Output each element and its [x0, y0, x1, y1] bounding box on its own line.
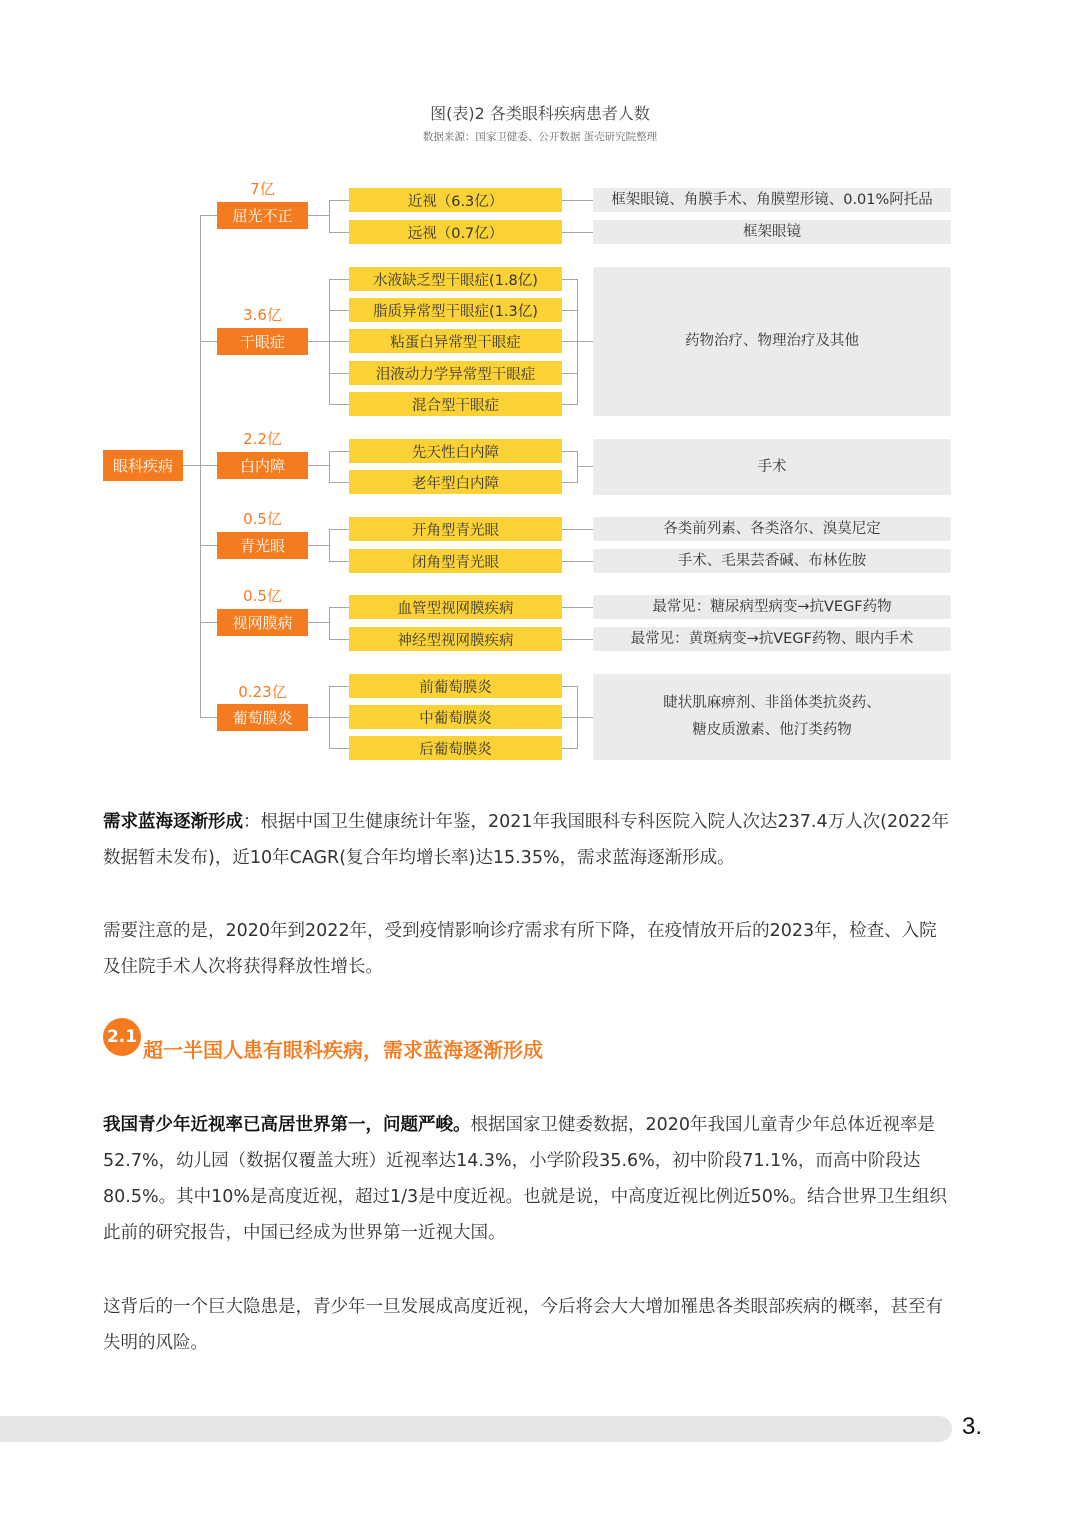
- subtype-box: 神经型视网膜疾病: [349, 627, 562, 651]
- subtype-box: 血管型视网膜疾病: [349, 595, 562, 619]
- subtype-box: 开角型青光眼: [349, 517, 562, 541]
- category-box: 葡萄膜炎: [217, 704, 308, 731]
- figure-title: 图(表)2 各类眼科疾病患者人数: [430, 104, 650, 123]
- treatment-box: 药物治疗、物理治疗及其他: [593, 267, 951, 416]
- subtype-box: 脂质异常型干眼症(1.3亿): [349, 298, 562, 322]
- category-box: 屈光不正: [217, 202, 308, 229]
- subtype-box: 粘蛋白异常型干眼症: [349, 329, 562, 353]
- treatment-box: 最常见：糖尿病型病变→抗VEGF药物: [593, 595, 951, 619]
- subtype-box: 混合型干眼症: [349, 392, 562, 416]
- treatment-box: [593, 674, 951, 760]
- treatment-line: 糖皮质激素、他汀类药物: [692, 722, 852, 738]
- treatment-box: 框架眼镜: [593, 220, 951, 244]
- subtype-box: 老年型白内障: [349, 470, 562, 494]
- treatment-line: 睫状肌麻痹剂、非甾体类抗炎药、: [663, 695, 881, 711]
- category-box: 白内障: [217, 452, 308, 479]
- treatment-box: 最常见：黄斑病变→抗VEGF药物、眼内手术: [593, 627, 951, 651]
- paragraph-note: 需要注意的是，2020年到2022年，受到疫情影响诊疗需求有所下降，在疫情放开后的2023年，检查、入院及住院手术人次将获得释放性增长。: [103, 921, 937, 977]
- treatment-box: 手术: [593, 439, 951, 495]
- subtype-box: 闭角型青光眼: [349, 549, 562, 573]
- category-count: 2.2亿: [243, 430, 282, 448]
- paragraph-demand: 需求蓝海逐渐形成：根据中国卫生健康统计年鉴，2021年我国眼科专科医院入院人次达237.4万人次(2022年数据暂未发布)，近10年CAGR(复合年均增长率)达15.35%，需求蓝海逐渐形成。: [103, 812, 949, 868]
- category-count: 7亿: [250, 180, 275, 198]
- category-count: 0.5亿: [243, 510, 282, 528]
- subtype-box: 水液缺乏型干眼症(1.8亿): [349, 267, 562, 291]
- section-number-badge: 2.1: [103, 1018, 141, 1056]
- footer-bar: [0, 1416, 952, 1442]
- category-box: 青光眼: [217, 532, 308, 559]
- subtype-box: 近视（6.3亿）: [349, 188, 562, 212]
- paragraph-lead: 需求蓝海逐渐形成: [103, 812, 243, 832]
- page-number: 3.: [962, 1413, 983, 1440]
- subtype-box: 前葡萄膜炎: [349, 674, 562, 698]
- figure-source: 数据来源：国家卫健委、公开数据 蛋壳研究院整理: [422, 131, 658, 143]
- treatment-box: 框架眼镜、角膜手术、角膜塑形镜、0.01%阿托品: [593, 188, 951, 212]
- paragraph-myopia: 我国青少年近视率已高居世界第一，问题严峻。根据国家卫健委数据，2020年我国儿童青少年总体近视率是52.7%，幼儿园（数据仅覆盖大班）近视率达14.3%，小学阶段35.6%，初中阶段71.1%，而高中阶段达80.5%。其中10%是高度近视，超过1/3是中度近视。也就是说，中高度近视比例近50%。结合世界卫生组织此前的研究报告，中国已经成为世界第一近视大国。: [103, 1115, 948, 1243]
- tree-root: 眼科疾病: [103, 450, 183, 481]
- subtype-box: 泪液动力学异常型干眼症: [349, 361, 562, 385]
- paragraph-lead: 我国青少年近视率已高居世界第一，问题严峻。: [103, 1115, 471, 1135]
- category-count: 3.6亿: [243, 306, 282, 324]
- paragraph-risk: 这背后的一个巨大隐患是，青少年一旦发展成高度近视，今后将会大大增加罹患各类眼部疾病的概率，甚至有失明的风险。: [103, 1297, 943, 1353]
- category-box: 视网膜病: [217, 609, 308, 636]
- treatment-box: 手术、毛果芸香碱、布林佐胺: [593, 549, 951, 573]
- subtype-box: 中葡萄膜炎: [349, 705, 562, 729]
- subtype-box: 后葡萄膜炎: [349, 736, 562, 760]
- category-count: 0.5亿: [243, 587, 282, 605]
- category-count: 0.23亿: [238, 683, 287, 701]
- treatment-box: 各类前列素、各类洛尔、溴莫尼定: [593, 517, 951, 541]
- subtype-box: 远视（0.7亿）: [349, 220, 562, 244]
- section-title: 超一半国人患有眼科疾病，需求蓝海逐渐形成: [143, 1038, 543, 1062]
- subtype-box: 先天性白内障: [349, 439, 562, 463]
- category-box: 干眼症: [217, 328, 308, 355]
